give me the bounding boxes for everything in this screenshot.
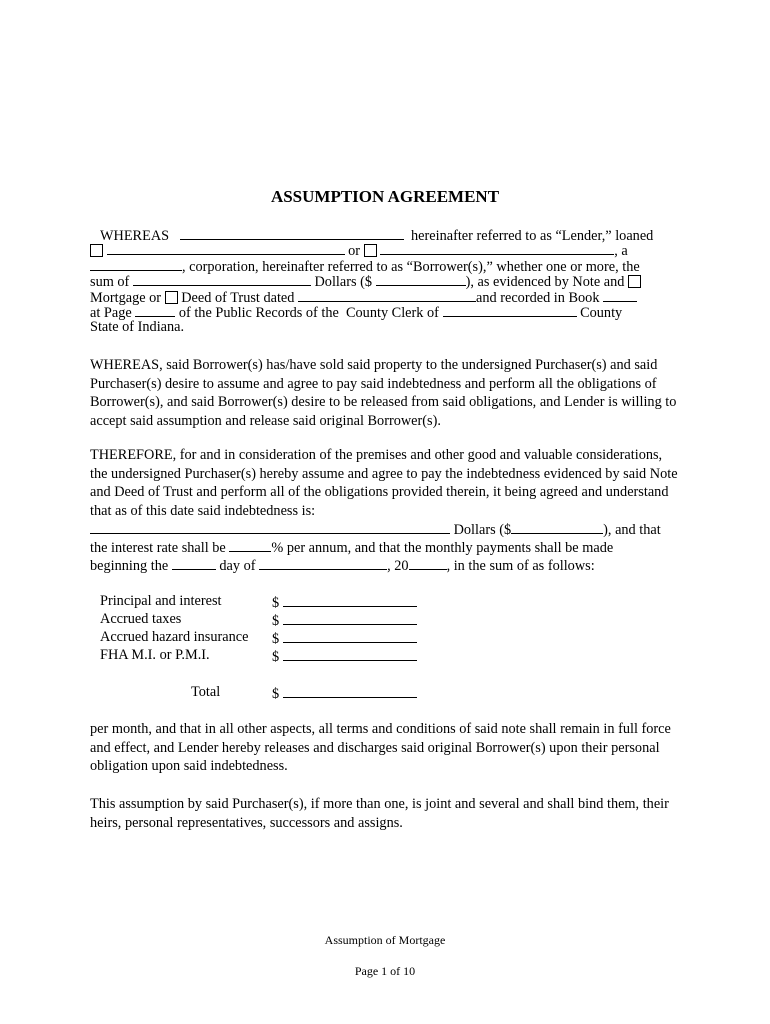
para4: per month, and that in all other aspects, all terms and conditions of said note shall remain in full force and effect, and Lender hereby releases and discharges said original Borrower(s) upon their personal obligation upon said indebtedness. <box>90 721 671 774</box>
day-of-label: day of <box>219 558 256 574</box>
page-field[interactable] <box>135 303 175 317</box>
interest-rate-label: the interest rate shall be <box>90 540 226 556</box>
para1-line7 <box>90 318 184 336</box>
deed-date-field[interactable] <box>298 288 476 302</box>
total-amount-field[interactable] <box>283 684 417 698</box>
year-prefix-label: , 20 <box>387 558 409 574</box>
loan-amount-words-field[interactable] <box>133 272 311 286</box>
mortgage-or-label: Mortgage or <box>90 290 162 306</box>
payment-row-insurance <box>272 629 417 648</box>
interest-rate-field[interactable] <box>229 538 271 552</box>
whereas-label: WHEREAS <box>100 228 170 244</box>
footer-page-number: Page 1 of 10 <box>354 964 416 978</box>
indebtedness-dollars-label: Dollars ($ <box>453 522 512 538</box>
currency-symbol: $ <box>272 631 280 647</box>
corporation-name-field[interactable] <box>380 241 614 255</box>
evidenced-text: ), as evidenced by Note and <box>465 274 625 290</box>
per-annum-text: % per annum, and that the monthly payments shall be made <box>271 540 614 556</box>
state-text: State of Indiana. <box>90 319 185 335</box>
indebtedness-words-field[interactable] <box>90 520 450 534</box>
and-that-text: ), and that <box>603 522 661 538</box>
para2: WHEREAS, said Borrower(s) has/have sold said property to the undersigned Purchaser(s) and said Purchaser(s) desire to assume and agree to pay said indebtedness and perform all the obligations of Borrower(s), and said Borrower(s) desire to be released from said obligations, and Lender is willing to accept said assumption and release said original Borrower(s). <box>90 357 677 429</box>
para5: This assumption by said Purchaser(s), if more than one, is joint and several and shall bind them, their heirs, personal representatives, successors and assigns. <box>90 796 669 831</box>
currency-symbol: $ <box>272 649 280 665</box>
book-field[interactable] <box>603 288 637 302</box>
taxes-amount-field[interactable] <box>283 611 417 625</box>
fha-amount-field[interactable] <box>283 647 417 661</box>
or-label: or <box>348 243 361 259</box>
indebtedness-amount-field[interactable] <box>511 520 603 534</box>
payment-row-taxes <box>272 611 417 630</box>
payment-label-total: Total <box>191 684 221 700</box>
payment-label-insurance: Accrued hazard insurance <box>100 629 249 645</box>
document-title: ASSUMPTION AGREEMENT <box>270 187 500 206</box>
comma-a-text: , a <box>614 243 628 259</box>
public-records-text: of the Public Records of the County Clerk of <box>178 305 439 321</box>
state-of-incorporation-field[interactable] <box>90 257 182 271</box>
mortgage-checkbox[interactable] <box>628 275 641 288</box>
county-label: County <box>580 305 623 321</box>
at-page-label: at Page <box>90 305 132 321</box>
beginning-label: beginning the <box>90 558 169 574</box>
sum-of-label: sum of <box>90 274 130 290</box>
currency-symbol: $ <box>272 613 280 629</box>
para3-line5 <box>90 520 661 539</box>
para3-line6 <box>90 538 613 557</box>
payment-label-taxes: Accrued taxes <box>100 611 182 627</box>
lender-name-field[interactable] <box>180 226 404 240</box>
footer-document-name: Assumption of Mortgage <box>324 933 446 947</box>
principal-amount-field[interactable] <box>283 593 417 607</box>
payment-row-fha <box>272 647 417 666</box>
recorded-label: and recorded in Book <box>476 290 600 306</box>
beginning-month-field[interactable] <box>259 556 387 570</box>
sum-as-follows-text: , in the sum of as follows: <box>446 558 595 574</box>
payment-row-total <box>272 684 417 703</box>
individual-checkbox[interactable] <box>90 244 103 257</box>
payment-row-principal <box>272 593 417 612</box>
payment-label-principal: Principal and interest <box>100 593 222 609</box>
beginning-year-field[interactable] <box>409 556 447 570</box>
currency-symbol: $ <box>272 686 280 702</box>
beginning-day-field[interactable] <box>172 556 216 570</box>
para3-line7 <box>90 556 595 575</box>
currency-symbol: $ <box>272 595 280 611</box>
deed-dated-label: Deed of Trust dated <box>181 290 295 306</box>
insurance-amount-field[interactable] <box>283 629 417 643</box>
borrower-name-field[interactable] <box>107 241 345 255</box>
loan-amount-field[interactable] <box>376 272 466 286</box>
corporation-text: , corporation, hereinafter referred to as “Borrower(s),” whether one or more, the <box>182 259 640 275</box>
payment-label-fha: FHA M.I. or P.M.I. <box>100 647 210 663</box>
corporation-checkbox[interactable] <box>364 244 377 257</box>
lender-text: hereinafter referred to as “Lender,” loaned <box>411 228 654 244</box>
county-field[interactable] <box>443 303 577 317</box>
para3-text: THEREFORE, for and in consideration of the premises and other good and valuable considerations, the undersigned Purchaser(s) hereby assume and agree to pay the indebtedness evidenced by said Note and Deed of Trust and perform all of the obligations provided therein, it being agreed and understand that as of this date said indebtedness is: <box>90 447 678 519</box>
dollars-label: Dollars ($ <box>314 274 373 290</box>
